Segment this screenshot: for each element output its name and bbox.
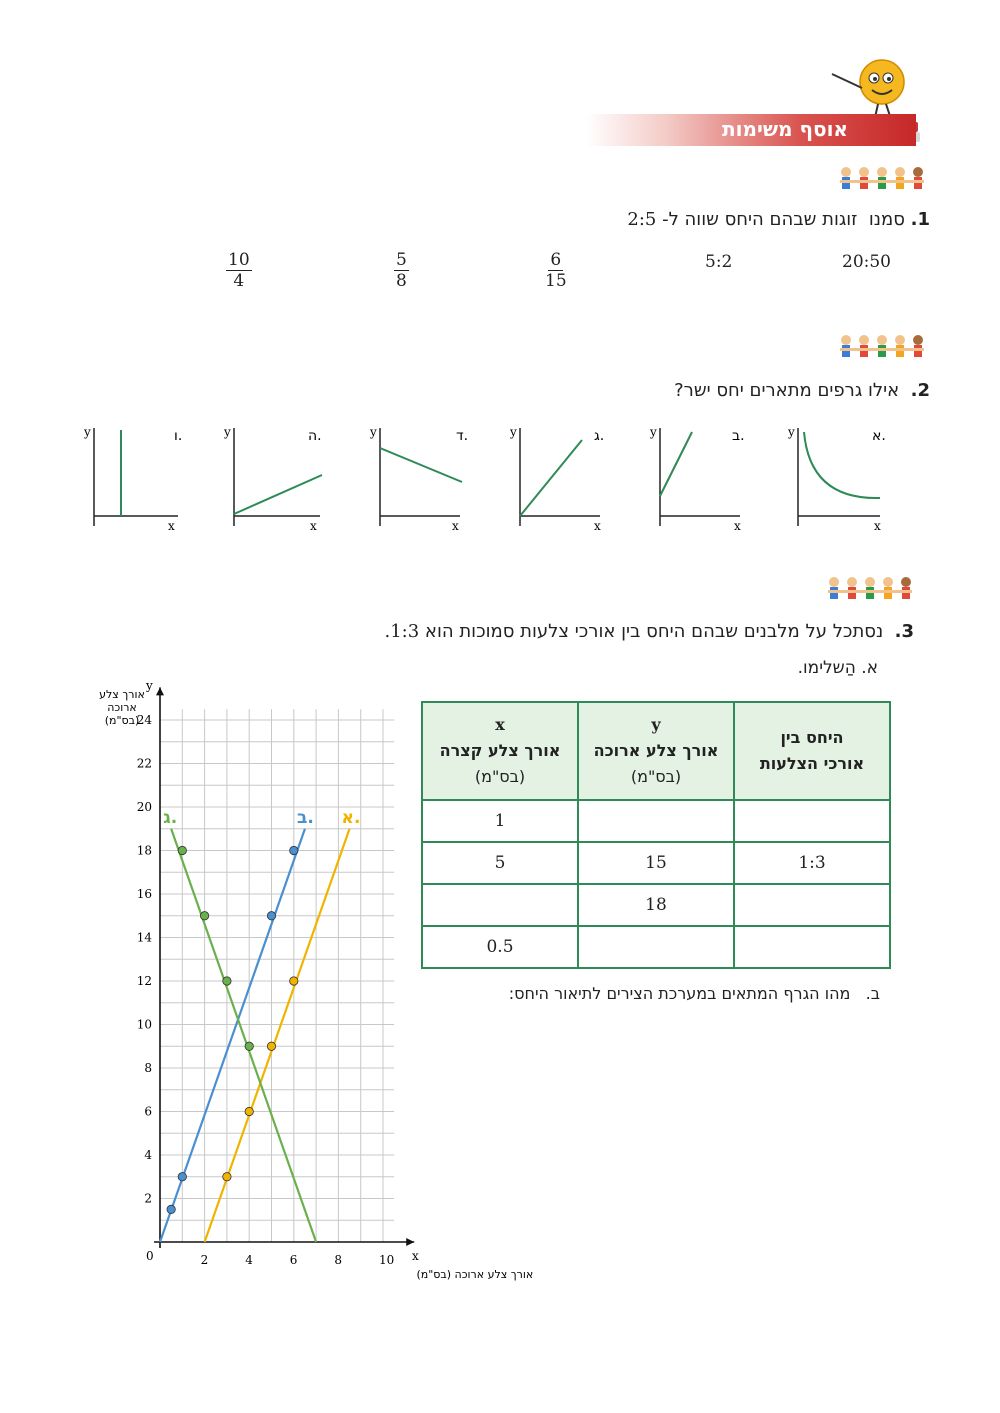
y-tick-label: 2 (144, 1191, 152, 1206)
header-var: y (651, 715, 661, 734)
graph-c[interactable] (509, 425, 604, 533)
origin-label: 0 (146, 1249, 154, 1263)
y-tick-label: 10 (136, 1017, 152, 1032)
graph-b[interactable] (649, 425, 745, 533)
table-row (422, 926, 890, 968)
data-point (267, 912, 275, 920)
fraction-denominator: 15 (545, 271, 567, 291)
table-cell[interactable]: 1 (422, 800, 578, 842)
y-axis-arrow (156, 687, 164, 695)
x-axis-arrow (406, 1238, 414, 1246)
y-axis-letter: y (146, 678, 153, 693)
table-cell[interactable] (734, 884, 890, 926)
data-point (290, 846, 298, 854)
q1-option-1[interactable]: 20:50 (842, 252, 891, 272)
data-point (167, 1205, 175, 1213)
table-cell[interactable] (578, 800, 734, 842)
header-var: x (495, 715, 505, 734)
data-point (267, 1042, 275, 1050)
data-point (223, 977, 231, 985)
ratio-table (421, 701, 891, 969)
header-line1: אורך צלע ארוכה (593, 741, 719, 760)
q3-part-a: א. הַשלימו. (797, 658, 878, 678)
table-header-row (422, 702, 890, 800)
graph-label: ד. (456, 428, 469, 444)
q1-number: 1. (910, 209, 930, 230)
kids-icon (836, 166, 928, 194)
q1-ratio: 2:5 (627, 209, 657, 230)
x-axis-title: אורך צלע ארוכה (בס"מ) (416, 1268, 534, 1281)
graph-d[interactable] (369, 425, 468, 533)
q2-prompt (674, 380, 930, 401)
x-tick-label: 8 (334, 1253, 343, 1267)
axis-y-label: y (510, 425, 517, 439)
axis-y-label: y (224, 425, 231, 439)
q3-part-b (509, 984, 880, 1003)
header-line2: (בס"מ) (474, 767, 526, 786)
data-point (200, 912, 208, 920)
data-point (223, 1173, 231, 1181)
q3-number: 3. (894, 621, 914, 642)
y-tick-label: 8 (144, 1061, 152, 1075)
table-row (422, 800, 890, 842)
axis-y-label: y (650, 425, 657, 439)
graph-label: א. (872, 428, 886, 444)
data-point (245, 1042, 253, 1050)
fraction-numerator: 5 (396, 250, 407, 270)
q1-prompt (627, 209, 930, 230)
table-cell[interactable] (578, 926, 734, 968)
table-cell[interactable] (422, 884, 578, 926)
q1-text-b: זוגות שבהם היחס שווה ל- (662, 209, 858, 230)
table-cell[interactable]: 18 (578, 884, 734, 926)
section-banner (586, 114, 916, 146)
y-tick-label: 24 (136, 713, 152, 727)
q3-text: נסתכל על מלבנים שבהם היחס בין אורכי צלעות סמוכות הוא (424, 621, 884, 642)
x-tick-label: 2 (200, 1253, 209, 1267)
series-label: א. (341, 807, 361, 828)
axis-x-label: x (310, 519, 317, 533)
x-tick-label: 4 (245, 1253, 253, 1267)
axis-x-label: x (734, 519, 741, 533)
header-ratio (734, 702, 890, 800)
graph-label: ה. (308, 428, 322, 444)
data-point (245, 1107, 253, 1115)
x-tick-label: 10 (379, 1253, 395, 1267)
kids-icon (824, 576, 916, 604)
y-tick-label: 14 (136, 930, 152, 945)
x-tick-label: 6 (289, 1253, 298, 1267)
axis-x-label: x (594, 519, 601, 533)
axis-y-label: y (84, 425, 91, 439)
q2-number: 2. (910, 380, 930, 401)
header-line2: אורכי הצלעות (759, 754, 865, 773)
y-tick-label: 20 (136, 800, 152, 814)
q1-option-4[interactable] (394, 250, 409, 291)
kids-icon (836, 334, 928, 362)
y-axis-title: אורך צלע (99, 688, 145, 701)
axis-x-label: x (452, 519, 459, 533)
table-cell[interactable]: 1:3 (734, 842, 890, 884)
q2-text: אילו גרפים מתארים יחס ישר? (674, 380, 900, 401)
fraction-numerator: 6 (550, 250, 562, 270)
graph-label: ג. (594, 428, 605, 444)
graph-f[interactable] (83, 425, 182, 533)
y-axis-title: (בס"מ) (104, 714, 140, 727)
table-cell[interactable] (734, 800, 890, 842)
y-tick-label: 18 (136, 843, 152, 858)
data-point (290, 977, 298, 985)
y-tick-label: 4 (144, 1148, 152, 1162)
x-axis-letter: x (411, 1249, 419, 1263)
axis-x-label: x (168, 519, 175, 533)
fraction-numerator: 10 (228, 250, 250, 270)
table-row (422, 842, 890, 884)
q3-ratio: 1:3. (384, 621, 420, 642)
part-b-text: מהו הגרף המתאים במערכת הצירים לתיאור היחס: (508, 984, 851, 1003)
axis-y-label: y (370, 425, 377, 439)
table-cell[interactable] (734, 926, 890, 968)
series-line-2 (171, 829, 316, 1242)
y-tick-label: 16 (136, 887, 152, 901)
fraction-denominator: 8 (396, 271, 407, 291)
y-axis-title: ארוכה (107, 701, 137, 714)
q1-option-5[interactable] (226, 250, 252, 291)
graph-e[interactable] (223, 425, 322, 533)
y-tick-label: 12 (136, 974, 152, 988)
data-point (178, 846, 186, 854)
header-short-side (422, 702, 578, 800)
q1-text-a: סמנו (868, 209, 905, 230)
q1-option-2[interactable]: 5:2 (705, 252, 733, 272)
header-line1: היחס בין (780, 728, 844, 747)
graph-a[interactable] (787, 425, 886, 533)
table-cell[interactable]: 0.5 (422, 926, 578, 968)
y-tick-label: 6 (144, 1104, 152, 1119)
fraction-denominator: 4 (233, 271, 245, 291)
axis-x-label: x (874, 519, 881, 533)
series-label: ג. (163, 807, 178, 828)
q3-prompt (384, 621, 914, 642)
header-long-side (578, 702, 734, 800)
series-label: ב. (296, 807, 314, 828)
banner-title: אוסף משימות (721, 117, 848, 141)
header-line1: אורך צלע קצרה (439, 741, 561, 760)
data-point (178, 1173, 186, 1181)
q1-option-3[interactable] (545, 250, 567, 291)
axis-y-label: y (788, 425, 795, 439)
table-cell[interactable]: 5 (422, 842, 578, 884)
q2-graphs (80, 420, 910, 540)
graph-label: ו. (174, 428, 183, 444)
header-line2: (בס"מ) (630, 767, 682, 786)
graph-label: ב. (732, 428, 745, 444)
part-b-label: ב. (865, 984, 880, 1003)
y-tick-label: 22 (136, 756, 152, 771)
table-row (422, 884, 890, 926)
table-cell[interactable]: 15 (578, 842, 734, 884)
